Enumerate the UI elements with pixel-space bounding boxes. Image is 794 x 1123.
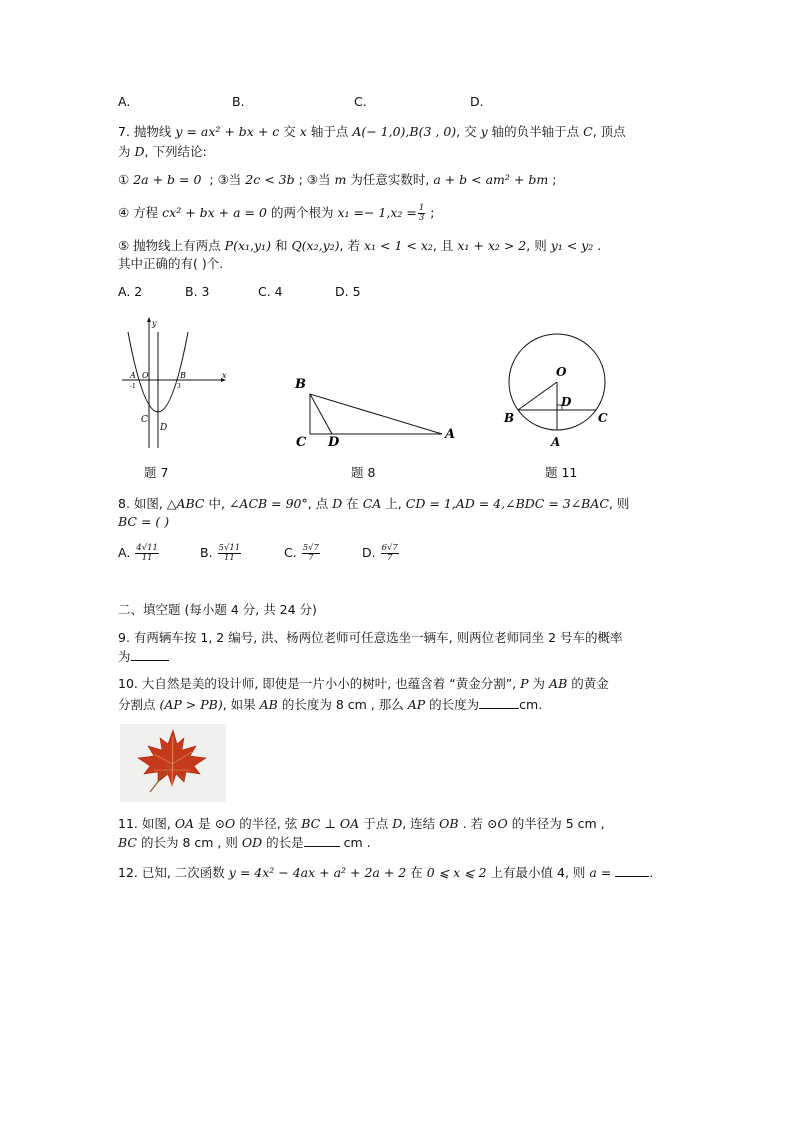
fig8-label-c: C xyxy=(296,435,307,450)
q7-conclusion-5: ⑤ 抛物线上有两点 P(x₁,y₁) 和 Q(x₂,y₂), 若 x₁ < 1 < x₂, 且 x₁ + x₂ > 2, 则 y₁ < y₂ . xyxy=(118,238,602,253)
q10-line2: 分割点 (AP > PB), 如果 AB 的长度为 8 cm , 那么 AP 的长度为 cm. xyxy=(118,697,543,712)
fig11-label-d: D xyxy=(561,395,572,409)
q7-option-c: C. 4 xyxy=(258,284,283,299)
fig7-label-y: y xyxy=(152,319,157,328)
fig8-triangle-abc xyxy=(310,394,442,434)
top-option-b: B. xyxy=(232,94,245,109)
fig8-label-a: A xyxy=(445,427,456,442)
fig7-label-x: x xyxy=(222,371,227,380)
figure-7-parabola xyxy=(118,312,238,452)
figure-8-triangle xyxy=(292,372,462,452)
q7-summary: 其中正确的有( )个. xyxy=(118,256,224,271)
caption-fig7: 题 7 xyxy=(144,465,169,480)
q10-answer-blank xyxy=(479,696,519,709)
q7-line1: 7. 抛物线 y = ax² + bx + c 交 x 轴于点 A(− 1,0),B(3 , 0), 交 y 轴的负半轴于点 C, 顶点 xyxy=(118,124,626,139)
q11-line1: 11. 如图, OA 是 ⊙O 的半径, 弦 BC ⊥ OA 于点 D, 连结 OB . 若 ⊙O 的半径为 5 cm , xyxy=(118,816,605,831)
q9-line1: 9. 有两辆车按 1, 2 编号, 洪、杨两位老师可任意选坐一辆车, 则两位老师同坐 2 号车的概率 xyxy=(118,630,623,645)
figure-11-circle xyxy=(500,312,630,452)
fig7-label-b: B xyxy=(180,371,186,380)
fig11-label-b: B xyxy=(504,411,515,425)
q10-line1: 10. 大自然是美的设计师, 即使是一片小小的树叶, 也蕴含着 “黄金分割”, P 为 AB 的黄金 xyxy=(118,676,609,691)
fig7-label-m1: -1 xyxy=(130,383,136,390)
q8-line2: BC = ( ) xyxy=(118,514,170,529)
q8-option-a: A. $\frac{4√11}{11}$ xyxy=(118,543,158,563)
caption-fig8: 题 8 xyxy=(351,465,376,480)
fig8-label-b: B xyxy=(295,377,306,392)
fig7-label-d: D xyxy=(160,423,168,433)
q7-line2: 为 D, 下列结论: xyxy=(118,144,207,159)
q7-option-b: B. 3 xyxy=(185,284,210,299)
q8-option-c: C. $\frac{5√7}{7}$ xyxy=(284,543,319,563)
q8-option-d: D. $\frac{6√7}{7}$ xyxy=(362,543,398,563)
q8-option-b: B. $\frac{5√11}{11}$ xyxy=(200,543,241,563)
fig8-label-d: D xyxy=(328,435,340,450)
q12-line: 12. 已知, 二次函数 y = 4x² − 4ax + a² + 2a + 2 在 0 ⩽ x ⩽ 2 上有最小值 4, 则 a = . xyxy=(118,865,654,880)
caption-fig11: 题 11 xyxy=(545,465,578,480)
fig11-segment-ob xyxy=(518,382,557,410)
q11-line2: BC 的长为 8 cm , 则 OD 的长是 cm . xyxy=(118,835,371,850)
q11-answer-blank xyxy=(304,834,340,847)
q9-line2: 为 xyxy=(118,648,169,665)
q12-answer-blank xyxy=(615,864,649,877)
maple-leaf-image xyxy=(120,724,226,802)
q7-conclusions-1-3: ① 2a + b = 0 ; ③当 2c < 3b ; ③当 m 为任意实数时, a + b < am² + bm ; xyxy=(118,172,557,187)
fig11-label-a: A xyxy=(551,435,561,449)
fig7-label-3: 3 xyxy=(177,383,181,390)
top-option-a: A. xyxy=(118,94,131,109)
section-2-heading: 二、填空题 (每小题 4 分, 共 24 分) xyxy=(118,602,317,617)
fig11-label-o: O xyxy=(556,365,567,379)
fig7-label-c: C xyxy=(141,415,148,425)
fig7-label-a: A xyxy=(130,371,136,380)
top-option-d: D. xyxy=(470,94,484,109)
q8-line1: 8. 如图, △ABC 中, ∠ACB = 90°, 点 D 在 CA 上, CD = 1,AD = 4,∠BDC = 3∠BAC, 则 xyxy=(118,496,630,511)
q7-option-d: D. 5 xyxy=(335,284,361,299)
top-option-c: C. xyxy=(354,94,367,109)
q7-conclusion-4: ④ 方程 cx² + bx + a = 0 的两个根为 x₁ =− 1,x₂ = $\frac{1}{3}$ ; xyxy=(118,203,435,223)
maple-leaf-icon xyxy=(120,724,226,802)
q9-answer-blank xyxy=(131,648,169,661)
fig11-label-c: C xyxy=(598,411,608,425)
fig7-label-o: O xyxy=(142,371,149,380)
fig7-y-arrow xyxy=(147,317,151,322)
q7-option-a: A. 2 xyxy=(118,284,143,299)
